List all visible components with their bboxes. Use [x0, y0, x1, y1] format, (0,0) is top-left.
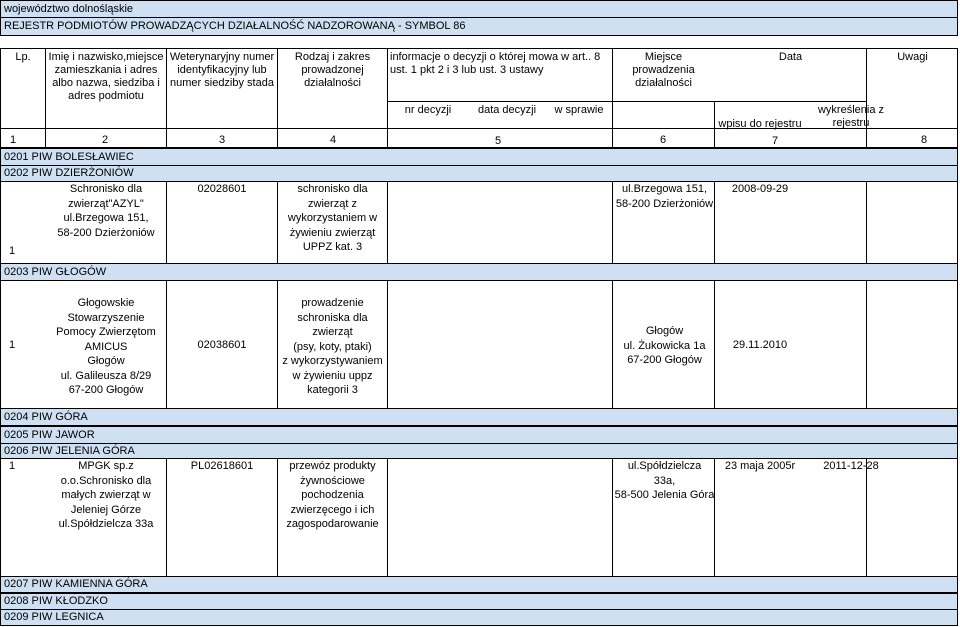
row1-lp: 1: [8, 245, 16, 257]
row2-lp: 1: [8, 339, 16, 351]
row1-place: ul.Brzegowa 151, 58-200 Dzierżoniów: [615, 183, 714, 210]
row3-wykreslenia: 2011-12-28: [823, 460, 879, 472]
header-scope: Rodzaj i zakres prowadzonej działalności: [294, 51, 371, 89]
row3-name: MPGK sp.z o.o.Schronisko dla małych zwierząt w Jeleniej Górze ul.Spółdzielcza 33a: [58, 460, 154, 530]
row3-sep: [957, 459, 958, 576]
row3-lp: 1: [8, 460, 16, 472]
row3-sep: [166, 459, 167, 576]
row2-sep: [957, 281, 958, 408]
row1-sep: [387, 182, 388, 263]
row3-scope: przewóz produkty żywnościowe pochodzenia zwierzęcego i ich zagospodarowanie: [286, 460, 379, 530]
subheader-rule: [387, 101, 866, 102]
section-0209: 0209 PIW LEGNICA: [0, 609, 958, 626]
row2-sep: [866, 281, 867, 408]
row2-sep: [0, 281, 1, 408]
row1-wpisu: 2008-09-29: [731, 183, 789, 195]
row2-place: Głogów ul. Żukowicka 1a 67-200 Głogów: [623, 325, 706, 366]
row2-wpisu: 29.11.2010: [732, 339, 788, 351]
header-wykreslenia: wykreślenia z rejestru: [817, 104, 885, 129]
row1-scope: schronisko dla zwierząt z wykorzystaniem w żywieniu zwierząt UPPZ kat. 3: [287, 183, 378, 253]
col-number-5: 5: [494, 135, 502, 147]
row3-place: ul.Spółdzielcza 33a, 58-500 Jelenia Góra: [614, 460, 715, 501]
row3-sep: [387, 459, 388, 576]
row3-vet: PL02618601: [190, 460, 254, 472]
col-number-1: 1: [9, 134, 17, 146]
col-number-3: 3: [218, 134, 226, 146]
header-top-rule: [0, 48, 958, 49]
col-number-2: 2: [101, 134, 109, 146]
row3-wpisu: 23 maja 2005r: [724, 460, 796, 472]
header-wpisu: wpisu do rejestru: [718, 118, 802, 130]
row1-sep: [0, 182, 1, 263]
row1-sep: [957, 182, 958, 263]
header-decision-info: informacje o decyzji o której mowa w art.. 8 ust. 1 pkt 2 i 3 lub ust. 3 ustawy: [390, 51, 601, 76]
row1-vet: 02028601: [197, 183, 247, 195]
register-title: REJESTR PODMIOTÓW PROWADZĄCYCH DZIAŁALNOŚĆ NADZOROWANĄ - SYMBOL 86: [0, 17, 958, 36]
header-place: Miejsce prowadzenia działalności: [632, 51, 695, 89]
header-data-decyzji: data decyzji: [477, 104, 537, 116]
section-0206: 0206 PIW JELENIA GÓRA: [0, 443, 958, 459]
row3-sep: [866, 459, 867, 576]
header-uwagi: Uwagi: [897, 51, 928, 63]
col-number-6: 6: [659, 134, 667, 146]
header-data: Data: [778, 51, 803, 63]
row2-sep: [387, 281, 388, 408]
header-name: Imię i nazwisko,miejsce zamieszkania i adres albo nazwa, siedziba i adres podmiotu: [48, 51, 164, 102]
section-0201: 0201 PIW BOLESŁAWIEC: [0, 148, 958, 166]
row1-name: Schronisko dla zwierząt"AZYL" ul.Brzegowa 151, 58-200 Dzierżoniów: [57, 183, 155, 239]
section-0202: 0202 PIW DZIERŻONIÓW: [0, 165, 958, 182]
header-lp: Lp.: [15, 51, 31, 63]
header-nr-decyzji: nr decyzji: [404, 104, 452, 116]
col-number-8: 8: [920, 134, 928, 146]
section-0208: 0208 PIW KŁODZKO: [0, 593, 958, 610]
hdr-sep-4: [387, 48, 388, 147]
section-0205: 0205 PIW JAWOR: [0, 426, 958, 444]
col-number-4: 4: [329, 134, 337, 146]
row3-sep: [0, 459, 1, 576]
section-0204: 0204 PIW GÓRA: [0, 408, 958, 426]
row2-name: Głogowskie Stowarzyszenie Pomocy Zwierzętom AMICUS Głogów ul. Galileusza 8/29 67-200 Głogów: [56, 297, 156, 396]
region-title: województwo dolnośląskie: [0, 0, 958, 18]
row1-sep: [866, 182, 867, 263]
section-0203: 0203 PIW GŁOGÓW: [0, 263, 958, 281]
row2-scope: prowadzenie schroniska dla zwierząt (psy, koty, ptaki) z wykorzystywaniem w żywieniu uppz kategorii 3: [282, 297, 383, 396]
header-w-sprawie: w sprawie: [554, 104, 604, 116]
row2-vet: 02038601: [197, 339, 247, 351]
section-0207: 0207 PIW KAMIENNA GÓRA: [0, 576, 958, 593]
col-number-7: 7: [771, 135, 779, 147]
header-vet-number: Weterynaryjny numer identyfikacyjny lub numer siedziby stada: [169, 51, 275, 89]
